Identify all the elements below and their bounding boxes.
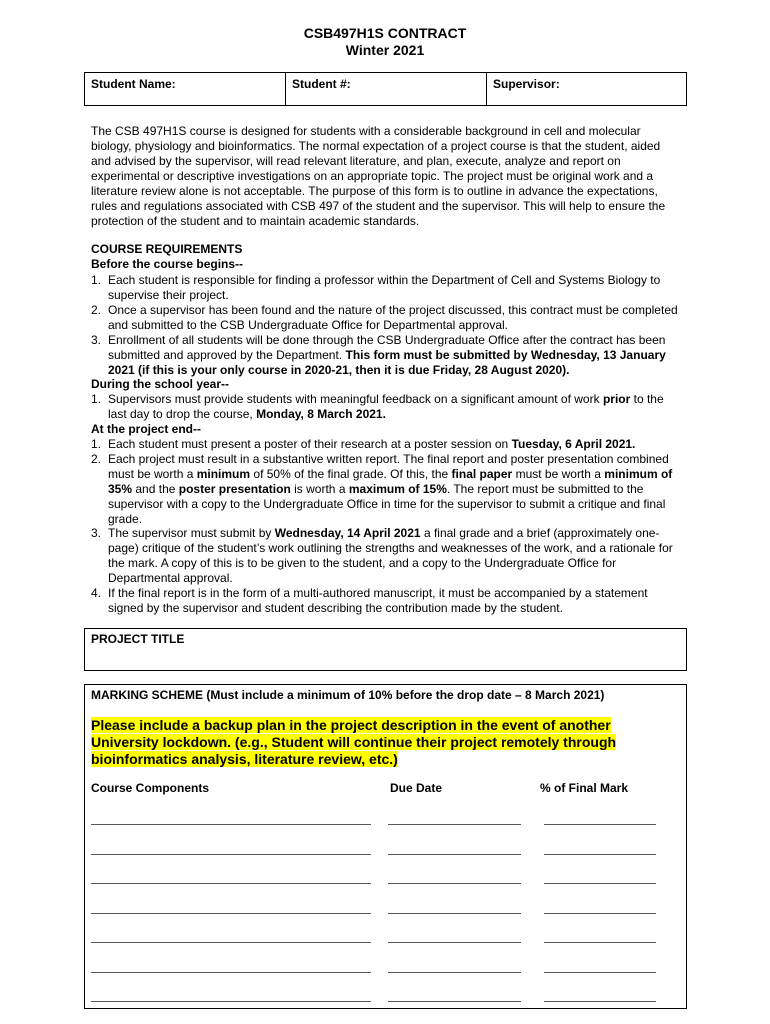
supervisor-label: Supervisor: [493, 77, 560, 91]
supervisor-field[interactable] [486, 73, 686, 105]
student-name-label: Student Name: [91, 77, 176, 91]
list-number: 2. [91, 303, 102, 317]
list-number: 1. [91, 392, 102, 406]
col-course-components: Course Components [91, 781, 210, 795]
due-date-blank[interactable] [388, 1000, 521, 1002]
percent-blank[interactable] [544, 971, 656, 973]
end-item-4: If the final report is in the form of a multi-authored manuscript, it must be accompanied by a statement signed by the supervisor and student describing the contribution made by the student. [108, 586, 648, 615]
due-date-blank[interactable] [388, 823, 521, 825]
component-blank[interactable] [91, 823, 371, 825]
component-blank[interactable] [91, 941, 371, 943]
percent-blank[interactable] [544, 823, 656, 825]
list-number: 1. [91, 273, 102, 287]
end-item-1: Each student must present a poster of their research at a poster session on Tuesday, 6 April 2021. [108, 437, 636, 451]
document-subtitle: Winter 2021 [345, 42, 425, 58]
col-percent-final-mark: % of Final Mark [540, 781, 629, 795]
due-date-blank[interactable] [388, 971, 521, 973]
student-number-field[interactable] [285, 73, 486, 105]
end-heading: At the project end-- [91, 422, 201, 436]
percent-blank[interactable] [544, 941, 656, 943]
due-date-blank[interactable] [388, 853, 521, 855]
list-number: 3. [91, 526, 102, 540]
component-blank[interactable] [91, 971, 371, 973]
list-number: 1. [91, 437, 102, 451]
project-title-label: PROJECT TITLE [91, 632, 185, 646]
during-item-1: Supervisors must provide students with meaningful feedback on a significant amount of work prior to the last day to drop the course, Monday, 8 March 2021. [108, 392, 664, 421]
intro-paragraph: The CSB 497H1S course is designed for students with a considerable background in cell and molecular biology, physiology and bioinformatics. The normal expectation of a project course is that the student, aided and advised by the supervisor, will read relevant literature, and plan, execute, analyze and report on experimental or descriptive investigations on an appropriate topic. The project must be original work and a literature review alone is not acceptable. The purpose of this form is to outline in advance the expectations, rules and regulations associated with CSB 497 of the student and the supervisor. This will help to ensure the protection of the student and to maintain academic standards. [91, 124, 666, 228]
percent-blank[interactable] [544, 882, 656, 884]
before-item-3: Enrollment of all students will be done through the CSB Undergraduate Office after the contract has been submitted and approved by the Department. This form must be submitted by Wednesday, 13 January 2021 (if this is your only course in 2020-21, then it is due Friday, 28 August 2020). [108, 333, 666, 377]
document-title: CSB497H1S CONTRACT [303, 25, 467, 41]
percent-blank[interactable] [544, 853, 656, 855]
percent-blank[interactable] [544, 912, 656, 914]
end-item-2: Each project must result in a substantive written report. The final report and poster presentation combined must be worth a minimum of 50% of the final grade. Of this, the final paper must be worth a minimum of 35% and the poster presentation is worth a maximum of 15%. The report must be submitted to the supervisor with a copy to the Undergraduate Office in time for the supervisor to submit a critique and final grade. [108, 452, 673, 526]
col-due-date: Due Date [390, 781, 443, 795]
component-blank[interactable] [91, 853, 371, 855]
list-number: 4. [91, 586, 102, 600]
end-item-3: The supervisor must submit by Wednesday, 14 April 2021 a final grade and a brief (approximately one-page) critique of the student’s work outlining the strengths and weaknesses of the work, and a rationale for the mark. A copy of this is to be given to the student, and a copy to the Undergraduate Office for Departmental approval. [108, 526, 673, 585]
component-blank[interactable] [91, 882, 371, 884]
student-number-label: Student #: [292, 77, 351, 91]
component-blank[interactable] [91, 912, 371, 914]
student-name-field[interactable] [85, 73, 285, 105]
due-date-blank[interactable] [388, 882, 521, 884]
before-item-1: Each student is responsible for finding a professor within the Department of Cell and Systems Biology to supervise their project. [108, 273, 661, 302]
before-item-2: Once a supervisor has been found and the nature of the project discussed, this contract must be completed and submitted to the CSB Undergraduate Office for Departmental approval. [108, 303, 678, 332]
component-blank[interactable] [91, 1000, 371, 1002]
due-date-blank[interactable] [388, 941, 521, 943]
list-number: 2. [91, 452, 102, 466]
project-title-box[interactable] [84, 628, 687, 671]
student-info-table [84, 72, 687, 106]
marking-scheme-box [84, 684, 687, 1009]
backup-plan-notice: Please include a backup plan in the project description in the event of another University lockdown. (e.g., Student will continue their project remotely through bioinformatics analysis, literature review, etc.) [91, 717, 617, 767]
list-number: 3. [91, 333, 102, 347]
due-date-blank[interactable] [388, 912, 521, 914]
percent-blank[interactable] [544, 1000, 656, 1002]
before-heading: Before the course begins-- [91, 257, 244, 271]
requirements-heading: COURSE REQUIREMENTS [91, 242, 243, 256]
marking-scheme-heading: MARKING SCHEME (Must include a minimum of 10% before the drop date – 8 March 2021) [91, 688, 605, 702]
during-heading: During the school year-- [91, 377, 230, 391]
